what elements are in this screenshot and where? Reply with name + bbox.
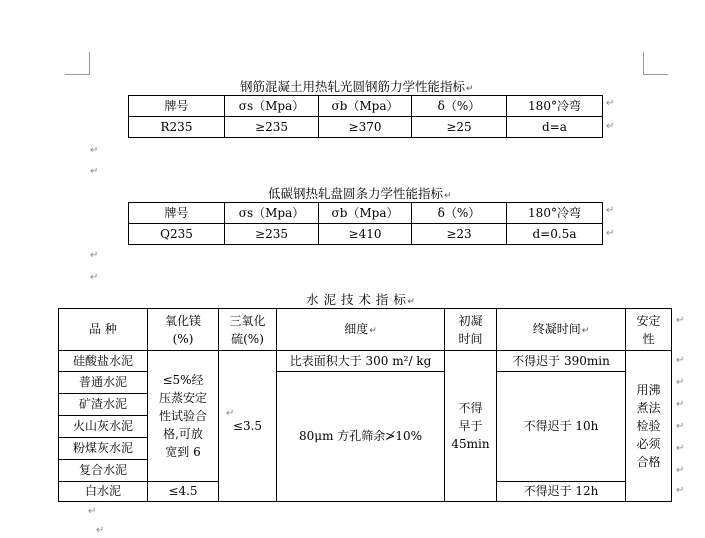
table-cell: d=a xyxy=(507,117,603,138)
table-cell: ≥23 xyxy=(412,224,507,245)
final-set-10h: 不得迟于 10h xyxy=(497,372,626,482)
cement-name: 普通水泥 xyxy=(59,372,148,394)
wire-rod-property-table xyxy=(128,202,603,245)
header-cell: σb（Mpa） xyxy=(319,96,412,117)
final-set-12h: 不得迟于 12h xyxy=(497,482,626,502)
row-end-mark: ↵ xyxy=(676,421,685,432)
header-cell: δ（%） xyxy=(412,96,507,117)
table-header-row xyxy=(59,309,672,351)
table-header-row xyxy=(129,96,603,117)
header-fineness: 细度↵ xyxy=(277,309,445,351)
table-row xyxy=(129,117,603,138)
row-end-mark: ↵ xyxy=(676,377,685,388)
row-end-mark: ↵ xyxy=(676,465,685,476)
table3-caption: 水 泥 技 术 指 标↵ xyxy=(306,292,416,307)
row-end-mark: ↵ xyxy=(676,399,685,410)
row-end-mark: ↵ xyxy=(606,98,615,109)
rebar-property-table xyxy=(128,95,603,138)
cement-name: 火山灰水泥 xyxy=(59,416,148,438)
header-cell: σs（Mpa） xyxy=(225,203,319,224)
mgo-white-cement: ≤4.5 xyxy=(148,482,219,502)
header-cell: σb（Mpa） xyxy=(319,203,412,224)
paragraph-mark: ↵ xyxy=(88,506,97,517)
table-cell: ≥235 xyxy=(225,117,319,138)
table-header-row xyxy=(129,203,603,224)
soundness-cell: 用沸 煮法 检验 必须 合格 xyxy=(626,351,672,502)
cement-spec-table xyxy=(58,308,672,502)
header-soundness: 安定 性 xyxy=(626,309,672,351)
paragraph-mark: ↵ xyxy=(90,145,99,156)
paragraph-mark: ↵ xyxy=(90,272,99,283)
cell-end-mark: ↵ xyxy=(226,408,235,419)
fineness-specific-surface: 比表面积大于 300 m²/ kg xyxy=(277,351,445,372)
header-so3: 三氧化 硫(%) xyxy=(219,309,277,351)
row-end-mark: ↵ xyxy=(606,228,615,239)
header-cell: 牌号 xyxy=(129,96,225,117)
row-end-mark: ↵ xyxy=(676,485,685,496)
initial-set-cell: 不得 早于 45min xyxy=(445,351,497,502)
table-row xyxy=(59,351,672,372)
header-cell: 牌号 xyxy=(129,203,225,224)
header-cell: σs（Mpa） xyxy=(225,96,319,117)
table-cell: ≥25 xyxy=(412,117,507,138)
page-corner-top-right xyxy=(643,52,668,75)
header-cell: 180°冷弯 xyxy=(507,96,603,117)
row-end-mark: ↵ xyxy=(676,315,685,326)
paragraph-mark: ↵ xyxy=(90,166,99,177)
so3-limit-cell: ≤3.5 xyxy=(219,351,277,502)
table-cell: ≥235 xyxy=(225,224,319,245)
mgo-limit-cell: ≤5%经 压蒸安定 性试验合 格,可放 宽到 6 xyxy=(148,351,219,482)
table-cell: R235 xyxy=(129,117,225,138)
table-cell: Q235 xyxy=(129,224,225,245)
table-row xyxy=(129,224,603,245)
row-end-mark: ↵ xyxy=(606,121,615,132)
row-end-mark: ↵ xyxy=(676,355,685,366)
cement-name: 硅酸盐水泥 xyxy=(59,351,148,372)
table1-caption: 钢筋混凝土用热轧光圆钢筋力学性能指标↵ xyxy=(240,79,474,94)
table-cell: ≥410 xyxy=(319,224,412,245)
cement-name: 白水泥 xyxy=(59,482,148,502)
row-end-mark: ↵ xyxy=(606,205,615,216)
paragraph-mark: ↵ xyxy=(96,525,105,536)
final-set-390: 不得迟于 390min xyxy=(497,351,626,372)
cement-name: 复合水泥 xyxy=(59,460,148,482)
header-cell: δ（%） xyxy=(412,203,507,224)
header-mgo: 氧化镁 (%) xyxy=(148,309,219,351)
header-final-set: 终凝时间↵ xyxy=(497,309,626,351)
fineness-sieve: 80μm 方孔筛余≯10% xyxy=(277,372,445,502)
cement-name: 矿渣水泥 xyxy=(59,394,148,416)
page-corner-top-left xyxy=(65,52,90,75)
table-cell: ≥370 xyxy=(319,117,412,138)
table-cell: d=0.5a xyxy=(507,224,603,245)
table2-caption: 低碳钢热轧盘圆条力学性能指标↵ xyxy=(268,186,452,201)
row-end-mark: ↵ xyxy=(676,443,685,454)
header-variety: 品 种 xyxy=(59,309,148,351)
header-cell: 180°冷弯 xyxy=(507,203,603,224)
cement-name: 粉煤灰水泥 xyxy=(59,438,148,460)
header-initial-set: 初凝 时间 xyxy=(445,309,497,351)
paragraph-mark: ↵ xyxy=(90,250,99,261)
